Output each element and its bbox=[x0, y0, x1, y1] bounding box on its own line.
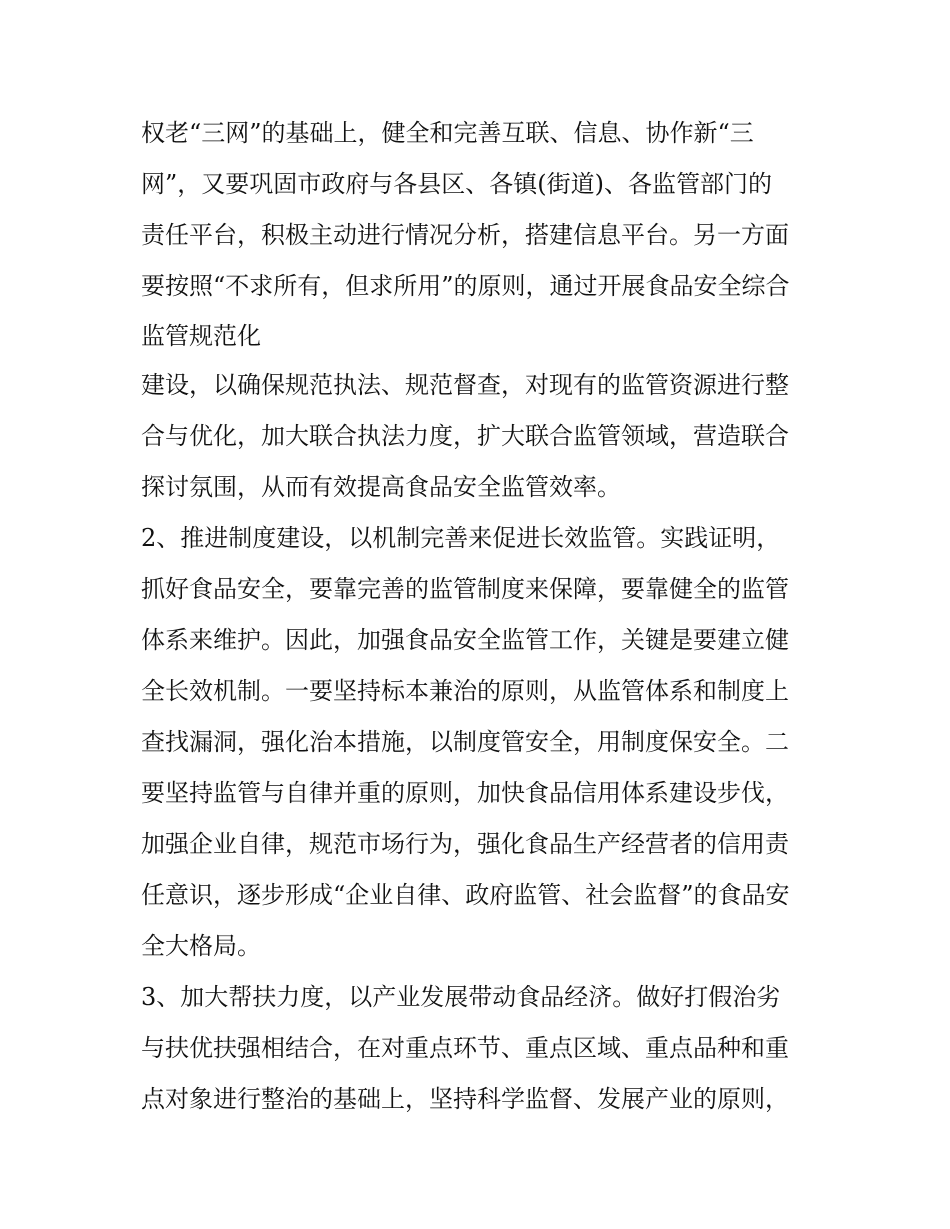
text-line: 监管规范化 bbox=[141, 322, 261, 350]
text-line: 3、加大帮扶力度，以产业发展带动食品经济。做好打假治劣 bbox=[141, 983, 781, 1011]
text-line: 权老“三网”的基础上，健全和完善互联、信息、协作新“三 bbox=[141, 119, 754, 147]
text-line: 要坚持监管与自律并重的原则，加快食品信用体系建设步伐， bbox=[141, 779, 789, 807]
text-line: 全长效机制。一要坚持标本兼治的原则，从监管体系和制度上 bbox=[141, 677, 789, 705]
text-line: 加强企业自律，规范市场行为，强化食品生产经营者的信用责 bbox=[141, 830, 789, 858]
document-body bbox=[141, 108, 813, 1125]
text-line: 与扶优扶强相结合，在对重点环节、重点区域、重点品种和重 bbox=[141, 1034, 789, 1062]
text-line: 体系来维护。因此，加强食品安全监管工作，关键是要建立健 bbox=[141, 626, 789, 654]
text-line: 查找漏洞，强化治本措施，以制度管安全，用制度保安全。二 bbox=[141, 728, 789, 756]
text-line: 建设，以确保规范执法、规范督查，对现有的监管资源进行整 bbox=[141, 371, 789, 399]
text-line: 点对象进行整治的基础上，坚持科学监督、发展产业的原则， bbox=[141, 1085, 789, 1113]
text-line: 网”，又要巩固市政府与各县区、各镇(街道)、各监管部门的 bbox=[141, 170, 772, 198]
text-line: 2、推进制度建设，以机制完善来促进长效监管。实践证明， bbox=[141, 524, 781, 552]
text-line: 任意识，逐步形成“企业自律、政府监管、社会监督”的食品安 bbox=[141, 881, 790, 909]
text-line: 合与优化，加大联合执法力度，扩大联合监管领域，营造联合 bbox=[141, 422, 789, 450]
text-line: 探讨氛围，从而有效提高食品安全监管效率。 bbox=[141, 473, 621, 501]
text-line: 责任平台，积极主动进行情况分析，搭建信息平台。另一方面 bbox=[141, 221, 789, 249]
text-line: 全大格局。 bbox=[141, 932, 261, 960]
text-line: 抓好食品安全，要靠完善的监管制度来保障，要靠健全的监管 bbox=[141, 575, 789, 603]
text-line: 要按照“不求所有，但求所用”的原则，通过开展食品安全综合 bbox=[141, 272, 790, 300]
